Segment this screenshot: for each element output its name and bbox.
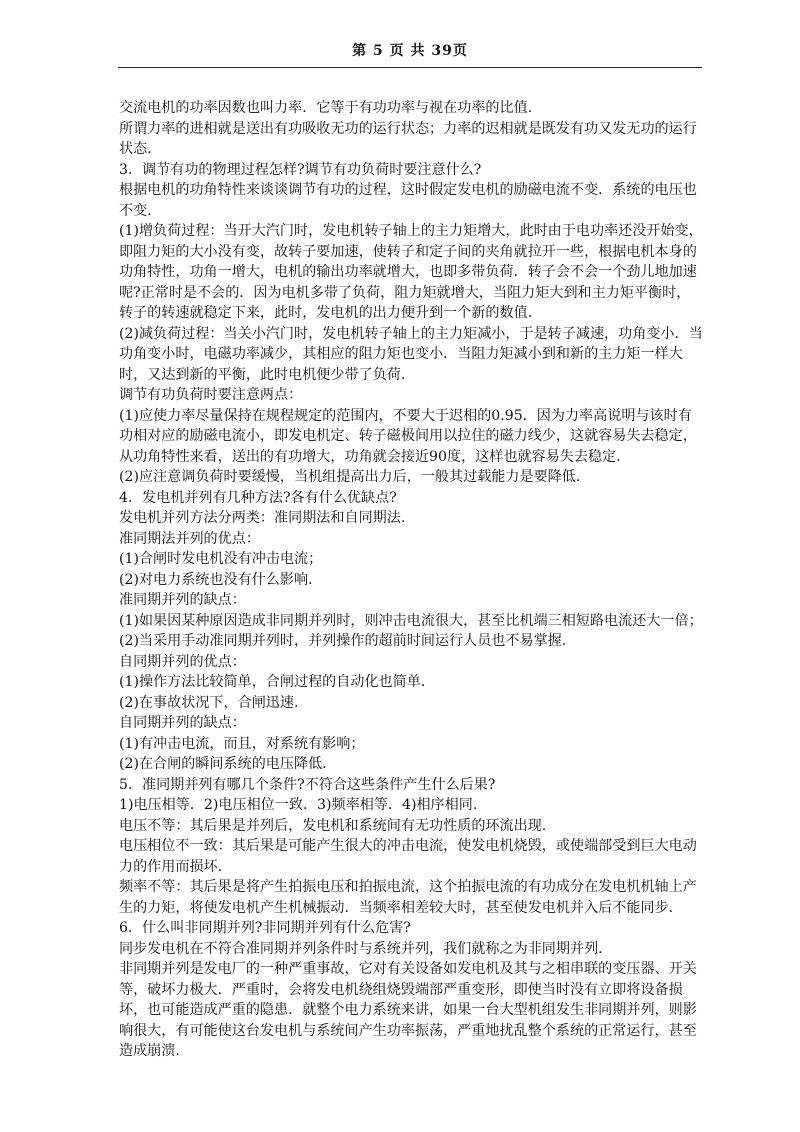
paragraph: (2)当采用手动准同期并列时，并列操作的超前时间运行人员也不易掌握.	[119, 633, 567, 649]
paragraph: 根据电机的功角特性来谈谈调节有功的过程，这时假定发电机的励磁电流不变．系统的电压也不变.	[119, 182, 697, 219]
paragraph: 自同期并列的缺点：	[119, 715, 246, 731]
paragraph: 发电机并列方法分两类：准同期法和自同期法.	[119, 510, 406, 526]
paragraph: (1)增负荷过程：当开大汽门时，发电机转子轴上的主力矩增大，此时由于电功率还没开始变，即阻力矩的大小没有变，故转子要加速，使转子和定子间的夹角就拉开一些，根据电机本身的功角特性，功角一增大，电机的输出功率就增大，也即多带负荷．转子会不会一个劲儿地加速呢?正常时是不会的．因为电机多带了负荷，阻力矩就增大，当阻力矩大到和主力矩平衡时，转子的转速就稳定下来，此时，发电机的出力便升到一个新的数值.	[119, 223, 703, 321]
document-body	[119, 98, 703, 1062]
paragraph: (2)在事故状况下，合闸迅速.	[119, 694, 299, 711]
question-heading: 4．发电机并列有几种方法?各有什么优缺点?	[119, 489, 397, 506]
paragraph: (1)操作方法比较简单，合闸过程的自动化也简单.	[119, 674, 426, 690]
header-rule	[118, 67, 702, 68]
question-heading: 5．准同期并列有哪几个条件?不符合这些条件产生什么后果?	[119, 776, 496, 793]
paragraph: (1)有冲击电流，而且，对系统有影响；	[119, 735, 365, 752]
paragraph: 频率不等：其后果是将产生拍振电压和拍振电流，这个拍振电流的有功成分在发电机机轴上产生的力矩，将使发电机产生机械振动．当频率相差较大时，甚至使发电机并入后不能同步.	[119, 879, 697, 916]
paragraph: (1)应使力率尽量保持在规程规定的范围内，不要大于迟相的0.95．因为力率高说明与该时有功相对应的励磁电流小，即发电机定、转子磁极间用以拉住的磁力线少，这就容易失去稳定，从功角特性来看，送出的有功增大，功角就会接近90度，这样也就容易失去稳定.	[119, 407, 697, 465]
paragraph: 所谓力率的进相就是送出有功吸收无功的运行状态；力率的迟相就是既发有功又发无功的运行状态.	[119, 120, 697, 157]
paragraph: (1)合闸时发电机没有冲击电流；	[119, 551, 323, 567]
paragraph: 交流电机的功率因数也叫力率．它等于有功功率与视在功率的比值.	[119, 100, 533, 116]
paragraph: (1)如果因某种原因造成非同期并列时，则冲击电流很大，甚至比机端三相短路电流还大一倍；	[119, 612, 703, 629]
question-heading: 6．什么叫非同期并列?非同期并列有什么危害?	[119, 920, 411, 936]
paragraph: 准同期并列的缺点：	[119, 592, 246, 608]
paragraph: 1)电压相等．2)电压相位一致．3)频率相等．4)相序相同.	[119, 797, 478, 813]
paragraph: 自同期并列的优点：	[119, 653, 246, 670]
paragraph: (2)减负荷过程：当关小汽门时，发电机转子轴上的主力矩减小，于是转子减速，功角变小．当功角变小时，电磁功率减少，其相应的阻力矩也变小．当阻力矩减小到和新的主力矩一样大时，又达到新的平衡，此时电机便少带了负荷.	[119, 325, 703, 383]
paragraph: (2)对电力系统也没有什么影响.	[119, 571, 313, 588]
paragraph: (2)应注意调负荷时要缓慢，当机组提高出力后，一般其过载能力是要降低.	[119, 469, 581, 485]
paragraph: (2)在合闸的瞬间系统的电压降低.	[119, 756, 327, 772]
paragraph: 调节有功负荷时要注意两点：	[119, 387, 303, 403]
paragraph: 非同期并列是发电厂的一种严重事故，它对有关设备如发电机及其与之相串联的变压器、开关等，破坏力极大．严重时，会将发电机绕组烧毁端部严重变形，即使当时没有立即将设备损坏，也可能造成严重的隐患．就整个电力系统来讲，如果一台大型机组发生非同期并列，则影响很大，有可能使这台发电机与系统间产生功率振荡，严重地扰乱整个系统的正常运行，甚至造成崩溃.	[119, 961, 697, 1059]
paragraph: 电压不等：其后果是并列后，发电机和系统间有无功性质的环流出现.	[119, 817, 547, 834]
paragraph: 同步发电机在不符合准同期并列条件时与系统并列，我们就称之为非同期并列.	[119, 940, 603, 957]
paragraph: 准同期法并列的优点：	[119, 530, 260, 547]
question-heading: 3．调节有功的物理过程怎样?调节有功负荷时要注意什么?	[119, 161, 482, 178]
paragraph: 电压相位不一致：其后果是可能产生很大的冲击电流，使发电机烧毁，或使端部受到巨大电动力的作用而损坏.	[119, 838, 697, 875]
page-header: 第 5 页 共 39页	[352, 43, 468, 59]
